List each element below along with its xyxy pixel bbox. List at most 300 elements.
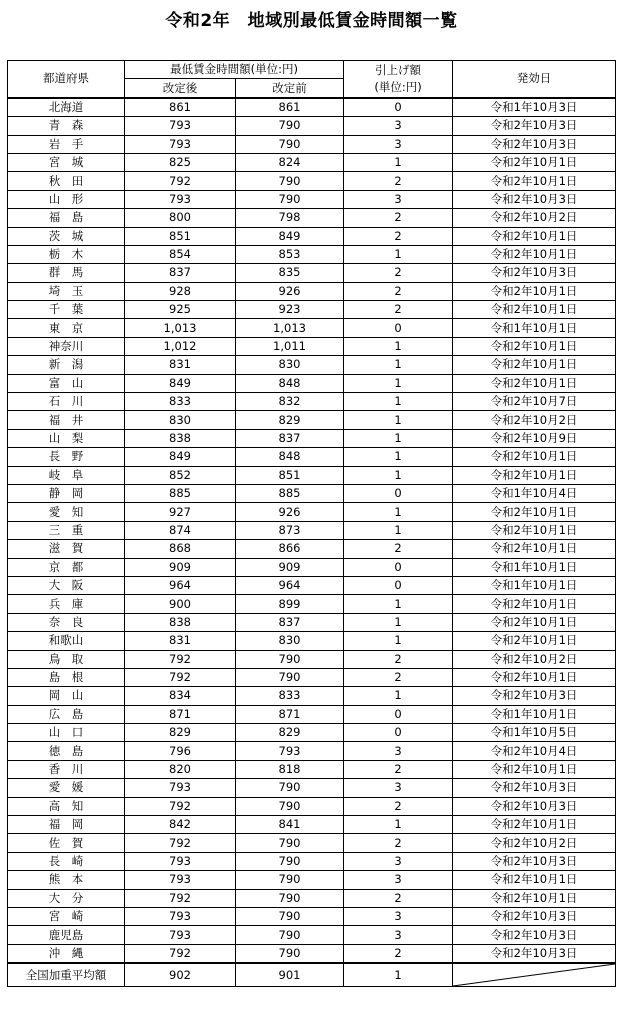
cell-effective-date: 令和2年10月1日 (453, 337, 616, 355)
table-row (8, 521, 616, 539)
cell-effective-date: 令和2年10月7日 (453, 393, 616, 411)
cell-wage-after: 851 (125, 227, 236, 245)
table-row (8, 411, 616, 429)
cell-prefecture: 三 重 (8, 521, 125, 539)
cell-effective-date: 令和2年10月3日 (453, 687, 616, 705)
cell-increase: 0 (344, 558, 453, 576)
cell-effective-date: 令和1年10月1日 (453, 319, 616, 337)
table-row (8, 742, 616, 760)
cell-prefecture: 島 根 (8, 668, 125, 686)
cell-wage-before: 851 (236, 466, 344, 484)
cell-effective-date: 令和1年10月3日 (453, 98, 616, 117)
cell-wage-after: 793 (125, 117, 236, 135)
cell-wage-after: 825 (125, 153, 236, 171)
cell-wage-after: 925 (125, 301, 236, 319)
cell-effective-date: 令和2年10月9日 (453, 429, 616, 447)
cell-effective-date: 令和1年10月1日 (453, 558, 616, 576)
cell-increase: 3 (344, 135, 453, 153)
cell-wage-after: 793 (125, 907, 236, 925)
table-row (8, 448, 616, 466)
average-after: 902 (125, 963, 236, 987)
table-row (8, 393, 616, 411)
cell-increase: 1 (344, 613, 453, 631)
header-increase (344, 61, 453, 98)
cell-prefecture: 熊 本 (8, 871, 125, 889)
cell-increase: 1 (344, 393, 453, 411)
cell-wage-after: 793 (125, 779, 236, 797)
cell-prefecture: 福 岡 (8, 816, 125, 834)
cell-wage-after: 861 (125, 98, 236, 117)
cell-increase: 2 (344, 797, 453, 815)
table-row (8, 466, 616, 484)
cell-wage-before: 832 (236, 393, 344, 411)
cell-increase: 3 (344, 779, 453, 797)
average-date-blank (453, 963, 616, 987)
cell-wage-before: 793 (236, 742, 344, 760)
cell-prefecture: 埼 玉 (8, 282, 125, 300)
table-row (8, 816, 616, 834)
cell-wage-before: 1,011 (236, 337, 344, 355)
cell-effective-date: 令和2年10月1日 (453, 595, 616, 613)
cell-prefecture: 滋 賀 (8, 540, 125, 558)
cell-effective-date: 令和2年10月1日 (453, 172, 616, 190)
cell-prefecture: 栃 木 (8, 245, 125, 263)
cell-effective-date: 令和2年10月2日 (453, 411, 616, 429)
table-row (8, 760, 616, 778)
table-row (8, 907, 616, 925)
cell-effective-date: 令和2年10月1日 (453, 227, 616, 245)
table-row (8, 503, 616, 521)
cell-increase: 1 (344, 411, 453, 429)
cell-prefecture: 奈 良 (8, 613, 125, 631)
cell-prefecture: 静 岡 (8, 484, 125, 502)
table-row (8, 926, 616, 944)
cell-wage-after: 871 (125, 705, 236, 723)
cell-effective-date: 令和1年10月5日 (453, 724, 616, 742)
table-row (8, 668, 616, 686)
cell-wage-after: 792 (125, 650, 236, 668)
cell-increase: 1 (344, 429, 453, 447)
average-label: 全国加重平均額 (8, 963, 125, 987)
cell-prefecture: 愛 媛 (8, 779, 125, 797)
header-effective-date: 発効日 (453, 61, 616, 98)
cell-prefecture: 和歌山 (8, 632, 125, 650)
cell-prefecture: 佐 賀 (8, 834, 125, 852)
cell-effective-date: 令和2年10月3日 (453, 944, 616, 963)
cell-effective-date: 令和2年10月1日 (453, 503, 616, 521)
cell-wage-after: 830 (125, 411, 236, 429)
cell-wage-after: 792 (125, 944, 236, 963)
table-row (8, 632, 616, 650)
cell-increase: 3 (344, 742, 453, 760)
cell-wage-before: 790 (236, 668, 344, 686)
table-row (8, 540, 616, 558)
cell-wage-before: 871 (236, 705, 344, 723)
cell-prefecture: 岡 山 (8, 687, 125, 705)
cell-increase: 0 (344, 484, 453, 502)
cell-wage-before: 790 (236, 834, 344, 852)
cell-increase: 1 (344, 153, 453, 171)
cell-effective-date: 令和1年10月1日 (453, 705, 616, 723)
cell-prefecture: 秋 田 (8, 172, 125, 190)
cell-wage-before: 790 (236, 797, 344, 815)
cell-effective-date: 令和2年10月1日 (453, 613, 616, 631)
cell-wage-after: 793 (125, 135, 236, 153)
cell-increase: 1 (344, 356, 453, 374)
cell-increase: 1 (344, 448, 453, 466)
table-row (8, 374, 616, 392)
table-row (8, 172, 616, 190)
average-row (8, 963, 616, 987)
cell-wage-after: 868 (125, 540, 236, 558)
cell-effective-date: 令和2年10月1日 (453, 668, 616, 686)
cell-increase: 1 (344, 466, 453, 484)
cell-wage-before: 790 (236, 117, 344, 135)
cell-effective-date: 令和2年10月3日 (453, 852, 616, 870)
cell-increase: 2 (344, 540, 453, 558)
table-row (8, 319, 616, 337)
cell-prefecture: 大 阪 (8, 576, 125, 594)
table-row (8, 484, 616, 502)
cell-wage-before: 926 (236, 503, 344, 521)
cell-prefecture: 広 島 (8, 705, 125, 723)
cell-effective-date: 令和2年10月2日 (453, 209, 616, 227)
cell-wage-after: 849 (125, 448, 236, 466)
cell-wage-before: 798 (236, 209, 344, 227)
cell-prefecture: 高 知 (8, 797, 125, 815)
cell-increase: 2 (344, 889, 453, 907)
cell-increase: 2 (344, 282, 453, 300)
cell-wage-before: 849 (236, 227, 344, 245)
header-increase-unit: (単位:円) (374, 79, 422, 94)
cell-prefecture: 茨 城 (8, 227, 125, 245)
cell-prefecture: 沖 縄 (8, 944, 125, 963)
cell-wage-before: 964 (236, 576, 344, 594)
cell-increase: 2 (344, 650, 453, 668)
cell-wage-before: 790 (236, 650, 344, 668)
cell-wage-before: 909 (236, 558, 344, 576)
cell-wage-after: 854 (125, 245, 236, 263)
cell-increase: 2 (344, 944, 453, 963)
cell-prefecture: 石 川 (8, 393, 125, 411)
cell-prefecture: 徳 島 (8, 742, 125, 760)
cell-wage-before: 837 (236, 613, 344, 631)
cell-wage-after: 793 (125, 926, 236, 944)
cell-effective-date: 令和2年10月1日 (453, 153, 616, 171)
cell-wage-after: 852 (125, 466, 236, 484)
cell-wage-after: 834 (125, 687, 236, 705)
cell-wage-before: 830 (236, 632, 344, 650)
table-row (8, 650, 616, 668)
cell-effective-date: 令和2年10月1日 (453, 374, 616, 392)
table-row (8, 245, 616, 263)
cell-prefecture: 東 京 (8, 319, 125, 337)
cell-prefecture: 長 崎 (8, 852, 125, 870)
cell-effective-date: 令和2年10月3日 (453, 797, 616, 815)
cell-effective-date: 令和2年10月1日 (453, 521, 616, 539)
cell-wage-after: 833 (125, 393, 236, 411)
cell-effective-date: 令和2年10月3日 (453, 907, 616, 925)
cell-increase: 0 (344, 576, 453, 594)
cell-wage-before: 790 (236, 889, 344, 907)
cell-increase: 2 (344, 209, 453, 227)
page-title: 令和2年 地域別最低賃金時間額一覧 (165, 11, 458, 31)
average-increase: 1 (344, 963, 453, 987)
cell-prefecture: 山 形 (8, 190, 125, 208)
cell-wage-after: 820 (125, 760, 236, 778)
cell-prefecture: 鹿児島 (8, 926, 125, 944)
cell-wage-after: 928 (125, 282, 236, 300)
table-row (8, 117, 616, 135)
header-min-wage: 最低賃金時間額(単位:円) (125, 61, 344, 79)
cell-prefecture: 鳥 取 (8, 650, 125, 668)
cell-effective-date: 令和2年10月1日 (453, 466, 616, 484)
cell-wage-before: 818 (236, 760, 344, 778)
cell-prefecture: 富 山 (8, 374, 125, 392)
cell-prefecture: 神奈川 (8, 337, 125, 355)
cell-increase: 1 (344, 374, 453, 392)
cell-prefecture: 愛 知 (8, 503, 125, 521)
cell-prefecture: 宮 崎 (8, 907, 125, 925)
cell-wage-after: 838 (125, 613, 236, 631)
diagonal-line (453, 964, 615, 986)
cell-wage-before: 790 (236, 871, 344, 889)
cell-wage-before: 833 (236, 687, 344, 705)
cell-wage-before: 790 (236, 852, 344, 870)
cell-wage-after: 792 (125, 834, 236, 852)
table-row (8, 190, 616, 208)
cell-increase: 0 (344, 724, 453, 742)
cell-wage-before: 830 (236, 356, 344, 374)
table-row (8, 705, 616, 723)
header-after: 改定後 (125, 79, 236, 98)
cell-increase: 1 (344, 595, 453, 613)
cell-effective-date: 令和2年10月1日 (453, 282, 616, 300)
cell-increase: 1 (344, 503, 453, 521)
cell-wage-before: 835 (236, 264, 344, 282)
cell-wage-after: 900 (125, 595, 236, 613)
cell-wage-after: 800 (125, 209, 236, 227)
cell-wage-after: 793 (125, 871, 236, 889)
cell-effective-date: 令和2年10月1日 (453, 301, 616, 319)
cell-prefecture: 福 島 (8, 209, 125, 227)
cell-prefecture: 大 分 (8, 889, 125, 907)
cell-wage-before: 885 (236, 484, 344, 502)
table-row (8, 282, 616, 300)
cell-prefecture: 北海道 (8, 98, 125, 117)
cell-wage-after: 792 (125, 889, 236, 907)
cell-prefecture: 香 川 (8, 760, 125, 778)
cell-increase: 2 (344, 834, 453, 852)
cell-prefecture: 新 潟 (8, 356, 125, 374)
cell-prefecture: 千 葉 (8, 301, 125, 319)
cell-wage-before: 824 (236, 153, 344, 171)
cell-wage-after: 831 (125, 356, 236, 374)
header-before: 改定前 (236, 79, 344, 98)
cell-wage-before: 873 (236, 521, 344, 539)
cell-wage-after: 849 (125, 374, 236, 392)
cell-prefecture: 青 森 (8, 117, 125, 135)
table-row (8, 724, 616, 742)
cell-wage-after: 796 (125, 742, 236, 760)
table-row (8, 98, 616, 117)
cell-effective-date: 令和1年10月4日 (453, 484, 616, 502)
cell-prefecture: 山 口 (8, 724, 125, 742)
cell-increase: 1 (344, 337, 453, 355)
table-row (8, 595, 616, 613)
cell-prefecture: 福 井 (8, 411, 125, 429)
cell-wage-after: 831 (125, 632, 236, 650)
cell-wage-before: 790 (236, 926, 344, 944)
cell-increase: 2 (344, 172, 453, 190)
cell-effective-date: 令和2年10月3日 (453, 190, 616, 208)
cell-wage-before: 790 (236, 190, 344, 208)
cell-wage-after: 964 (125, 576, 236, 594)
cell-wage-before: 841 (236, 816, 344, 834)
cell-effective-date: 令和2年10月1日 (453, 540, 616, 558)
cell-increase: 1 (344, 687, 453, 705)
cell-increase: 0 (344, 98, 453, 117)
cell-wage-before: 926 (236, 282, 344, 300)
cell-wage-after: 793 (125, 190, 236, 208)
cell-wage-after: 792 (125, 172, 236, 190)
cell-wage-after: 842 (125, 816, 236, 834)
cell-increase: 1 (344, 521, 453, 539)
cell-wage-after: 792 (125, 668, 236, 686)
average-before: 901 (236, 963, 344, 987)
table-body (8, 98, 616, 963)
cell-prefecture: 長 野 (8, 448, 125, 466)
table-row (8, 576, 616, 594)
cell-wage-before: 790 (236, 907, 344, 925)
cell-wage-after: 793 (125, 852, 236, 870)
cell-increase: 0 (344, 705, 453, 723)
cell-effective-date: 令和1年10月1日 (453, 576, 616, 594)
cell-increase: 3 (344, 852, 453, 870)
cell-increase: 2 (344, 264, 453, 282)
cell-prefecture: 山 梨 (8, 429, 125, 447)
cell-increase: 3 (344, 926, 453, 944)
cell-effective-date: 令和2年10月4日 (453, 742, 616, 760)
table-row (8, 135, 616, 153)
cell-wage-before: 790 (236, 172, 344, 190)
table-row (8, 153, 616, 171)
table-row (8, 429, 616, 447)
cell-wage-before: 848 (236, 374, 344, 392)
table-row (8, 337, 616, 355)
cell-effective-date: 令和2年10月1日 (453, 245, 616, 263)
cell-effective-date: 令和2年10月1日 (453, 760, 616, 778)
cell-wage-before: 790 (236, 135, 344, 153)
cell-increase: 3 (344, 117, 453, 135)
cell-effective-date: 令和2年10月2日 (453, 650, 616, 668)
cell-prefecture: 兵 庫 (8, 595, 125, 613)
cell-increase: 3 (344, 907, 453, 925)
table-row (8, 944, 616, 963)
table-row (8, 558, 616, 576)
table-row (8, 613, 616, 631)
cell-wage-before: 790 (236, 944, 344, 963)
table-row (8, 301, 616, 319)
cell-wage-after: 838 (125, 429, 236, 447)
table-row (8, 871, 616, 889)
cell-increase: 1 (344, 632, 453, 650)
cell-wage-before: 848 (236, 448, 344, 466)
cell-wage-after: 909 (125, 558, 236, 576)
cell-effective-date: 令和2年10月2日 (453, 834, 616, 852)
cell-wage-before: 790 (236, 779, 344, 797)
cell-wage-before: 923 (236, 301, 344, 319)
cell-increase: 3 (344, 871, 453, 889)
cell-prefecture: 群 馬 (8, 264, 125, 282)
cell-prefecture: 岩 手 (8, 135, 125, 153)
cell-wage-after: 1,012 (125, 337, 236, 355)
cell-effective-date: 令和2年10月3日 (453, 264, 616, 282)
cell-wage-after: 927 (125, 503, 236, 521)
header-increase-label: 引上げ額 (375, 62, 422, 77)
cell-wage-before: 837 (236, 429, 344, 447)
cell-wage-before: 861 (236, 98, 344, 117)
cell-wage-after: 874 (125, 521, 236, 539)
cell-wage-before: 1,013 (236, 319, 344, 337)
cell-effective-date: 令和2年10月1日 (453, 356, 616, 374)
cell-prefecture: 京 都 (8, 558, 125, 576)
cell-wage-before: 829 (236, 724, 344, 742)
table-row (8, 852, 616, 870)
cell-wage-after: 837 (125, 264, 236, 282)
cell-wage-after: 1,013 (125, 319, 236, 337)
table-row (8, 889, 616, 907)
table-row (8, 356, 616, 374)
cell-wage-after: 885 (125, 484, 236, 502)
table-row (8, 687, 616, 705)
table-row (8, 227, 616, 245)
cell-effective-date: 令和2年10月3日 (453, 117, 616, 135)
cell-prefecture: 岐 阜 (8, 466, 125, 484)
cell-increase: 0 (344, 319, 453, 337)
cell-wage-after: 829 (125, 724, 236, 742)
cell-effective-date: 令和2年10月1日 (453, 632, 616, 650)
cell-wage-before: 829 (236, 411, 344, 429)
cell-increase: 1 (344, 245, 453, 263)
cell-effective-date: 令和2年10月3日 (453, 135, 616, 153)
cell-effective-date: 令和2年10月1日 (453, 889, 616, 907)
table-row (8, 834, 616, 852)
cell-effective-date: 令和2年10月1日 (453, 448, 616, 466)
cell-effective-date: 令和2年10月1日 (453, 816, 616, 834)
cell-wage-before: 853 (236, 245, 344, 263)
cell-effective-date: 令和2年10月3日 (453, 926, 616, 944)
cell-increase: 2 (344, 301, 453, 319)
cell-increase: 1 (344, 816, 453, 834)
cell-increase: 2 (344, 760, 453, 778)
min-wage-table (7, 60, 616, 987)
cell-increase: 2 (344, 668, 453, 686)
cell-wage-before: 866 (236, 540, 344, 558)
table-row (8, 264, 616, 282)
cell-prefecture: 宮 城 (8, 153, 125, 171)
header-prefecture: 都道府県 (8, 61, 125, 98)
cell-wage-after: 792 (125, 797, 236, 815)
cell-effective-date: 令和2年10月3日 (453, 779, 616, 797)
table-row (8, 779, 616, 797)
table-row (8, 209, 616, 227)
cell-effective-date: 令和2年10月1日 (453, 871, 616, 889)
table-row (8, 797, 616, 815)
cell-increase: 2 (344, 227, 453, 245)
cell-increase: 3 (344, 190, 453, 208)
cell-wage-before: 899 (236, 595, 344, 613)
